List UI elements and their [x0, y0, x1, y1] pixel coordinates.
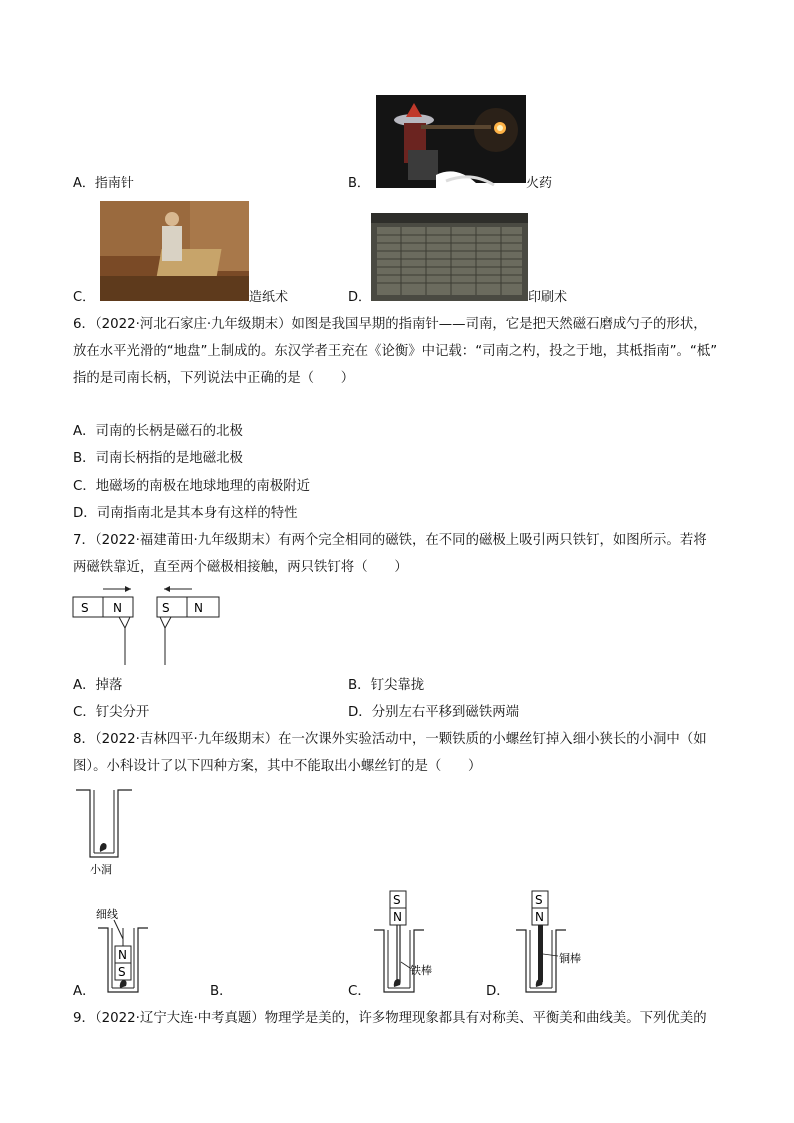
q5-option-d-label: D． [348, 290, 372, 305]
q7-option-a: A．掉落 [73, 678, 123, 693]
q7-magnets-diagram [70, 582, 230, 670]
q6-stem-line2: 放在水平光滑的“地盘”上制成的。东汉学者王充在《论衡》中记载：“司南之杓，投之于地，其柢指南”。“柢” [73, 344, 718, 359]
q8-d-rod-label: 铜棒 [559, 952, 581, 965]
q9-stem-line1: 9．（2022·辽宁大连·中考真题）物理学是美的，许多物理现象都具有对称美、平衡美和曲线美。下列优美的 [73, 1011, 707, 1026]
q8-c-rod-label: 铁棒 [410, 964, 432, 977]
q6-option-c: C．地磁场的南极在地球地理的南极附近 [73, 479, 310, 494]
q8-option-c-diagram [370, 888, 450, 996]
q5-option-d-caption: 印刷术 [528, 290, 568, 305]
q7-option-b: B．钉尖靠拢 [348, 678, 425, 693]
q8-option-a-diagram [94, 904, 154, 994]
q5-option-a: A．指南针 [73, 176, 134, 191]
q6-option-a: A．司南的长柄是磁石的北极 [73, 424, 243, 439]
q7-option-d: D．分别左右平移到磁铁两端 [348, 705, 519, 720]
q7-right-magnet-n: N [194, 601, 203, 615]
q8-option-d-diagram [512, 888, 592, 996]
q8-hole-label: 小洞 [90, 863, 112, 876]
q8-option-b-label: B． [210, 984, 233, 999]
q8-a-string-label: 细线 [96, 908, 118, 921]
q5-option-b-caption: 火药 [526, 176, 553, 191]
papermaking-photo [100, 201, 249, 301]
q8-c-magnet-n: N [393, 910, 402, 924]
q7-stem-line1: 7．（2022·福建莆田·九年级期末）有两个完全相同的磁铁，在不同的磁极上吸引两只铁钉，如图所示。若将 [73, 533, 707, 548]
q8-stem-line1: 8．（2022·吉林四平·九年级期末）在一次课外实验活动中，一颗铁质的小螺丝钉掉入细小狭长的小洞中（如 [73, 732, 707, 747]
q8-stem-line2: 图）。小科设计了以下四种方案，其中不能取出小螺丝钉的是（ ） [73, 759, 482, 774]
q7-left-magnet-n: N [113, 601, 122, 615]
q8-option-a-label: A． [73, 984, 96, 999]
q6-stem-line1: 6．（2022·河北石家庄·九年级期末）如图是我国早期的指南针——司南，它是把天然磁石磨成勺子的形状， [73, 317, 707, 332]
q7-option-c: C．钉尖分开 [73, 705, 150, 720]
q8-hole-diagram [72, 787, 142, 879]
q8-c-magnet-s: S [393, 893, 401, 907]
q5-option-c-caption: 造纸术 [249, 290, 289, 305]
q8-d-magnet-n: N [535, 910, 544, 924]
q8-option-c-label: C． [348, 984, 371, 999]
q5-option-b-label: B． [348, 176, 370, 191]
q8-d-magnet-s: S [535, 893, 543, 907]
q5-option-c-label: C． [73, 290, 96, 305]
q7-stem-line2: 两磁铁靠近，直至两个磁极相接触，两只铁钉将（ ） [73, 560, 408, 575]
q7-right-magnet-s: S [162, 601, 170, 615]
printing-blocks-photo [371, 213, 528, 301]
q6-option-b: B．司南长柄指的是地磁北极 [73, 451, 243, 466]
q6-option-d: D．司南指南北是其本身有这样的特性 [73, 506, 298, 521]
q8-a-magnet-n: N [118, 948, 127, 962]
q8-a-magnet-s: S [118, 965, 126, 979]
q6-stem-line3: 指的是司南长柄，下列说法中正确的是（ ） [73, 371, 355, 386]
q7-left-magnet-s: S [81, 601, 89, 615]
q8-option-d-label: D． [486, 984, 510, 999]
gunpowder-soldier-photo [376, 95, 526, 188]
